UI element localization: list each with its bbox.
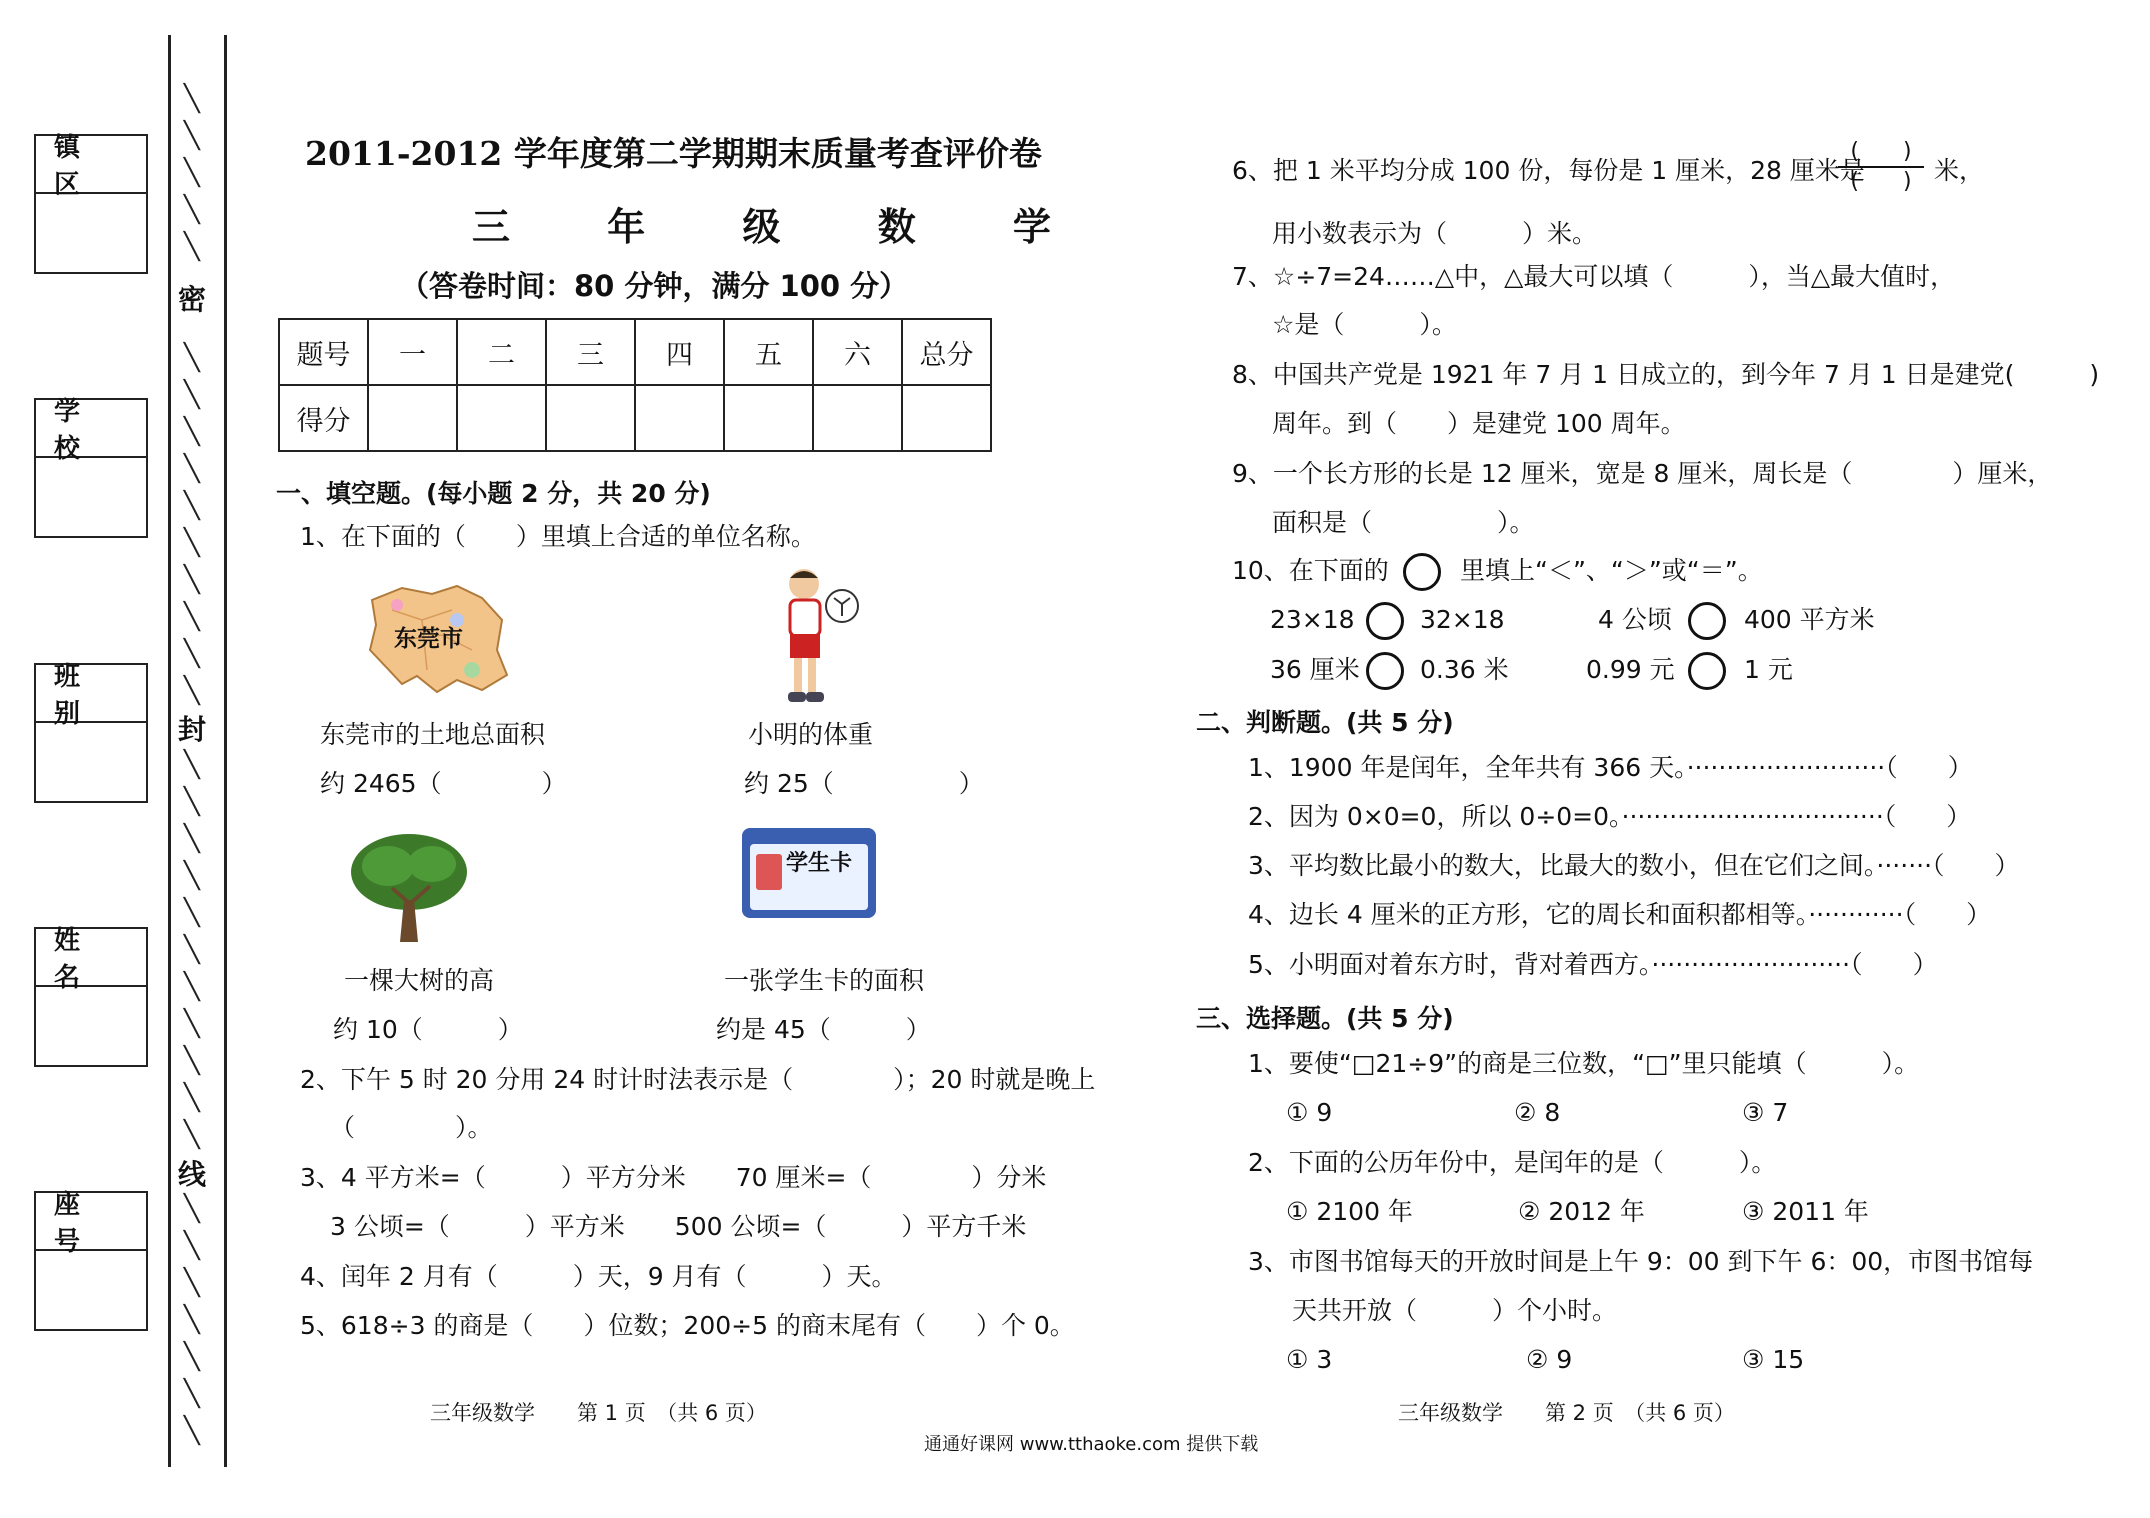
binding-dash: ╲ bbox=[184, 491, 200, 521]
binding-dash: ╲ bbox=[184, 1194, 200, 1224]
compare-circle-example bbox=[1403, 553, 1441, 591]
field-box-seat bbox=[34, 1191, 148, 1331]
fraction-denominator: ( ) bbox=[1850, 169, 1912, 194]
binding-dash: ╲ bbox=[184, 343, 200, 373]
binding-dash: ╲ bbox=[184, 454, 200, 484]
question-10: 10、在下面的 bbox=[1232, 556, 1389, 585]
field-label: 姓 名 bbox=[36, 929, 146, 987]
binding-dash: ╲ bbox=[184, 824, 200, 854]
binding-dash: ╲ bbox=[184, 1120, 200, 1150]
score-cell[interactable] bbox=[546, 385, 635, 451]
score-table bbox=[278, 318, 992, 452]
choice-option[interactable]: ③ 7 bbox=[1742, 1098, 1789, 1127]
score-cell[interactable] bbox=[724, 385, 813, 451]
question-6-unit: 米， bbox=[1934, 156, 1985, 185]
tree-icon bbox=[348, 830, 470, 946]
field-box-school bbox=[34, 398, 148, 538]
pic-caption: 一张学生卡的面积 bbox=[724, 966, 925, 995]
pic-answer: 约 10（ ） bbox=[333, 1015, 523, 1044]
seal-char: 封 bbox=[178, 713, 207, 746]
choice-question-3: 3、市图书馆每天的开放时间是上午 9：00 到下午 6：00，市图书馆每 bbox=[1248, 1247, 2034, 1276]
field-box-town bbox=[34, 134, 148, 274]
binding-dash: ╲ bbox=[184, 528, 200, 558]
score-row-label: 得分 bbox=[279, 385, 368, 451]
question-3: 3、4 平方米=（ ）平方分米 70 厘米=（ ）分米 bbox=[300, 1163, 1047, 1192]
binding-dash: ╲ bbox=[184, 380, 200, 410]
choice-option[interactable]: ① 9 bbox=[1286, 1098, 1333, 1127]
binding-dash: ╲ bbox=[184, 787, 200, 817]
pic-answer: 约 25（ ） bbox=[744, 769, 984, 798]
tree-image bbox=[348, 830, 470, 946]
page-footer-2: 三年级数学 第 2 页 （共 6 页） bbox=[1398, 1401, 1735, 1425]
field-label: 学 校 bbox=[36, 400, 146, 458]
field-label: 镇 区 bbox=[36, 136, 146, 194]
binding-dash: ╲ bbox=[184, 639, 200, 669]
question-1: 1、在下面的（ ）里填上合适的单位名称。 bbox=[300, 522, 816, 551]
map-label: 东莞市 bbox=[394, 626, 463, 652]
binding-dash: ╲ bbox=[184, 84, 200, 114]
choice-option[interactable]: ① 2100 年 bbox=[1286, 1197, 1413, 1226]
card-label: 学生卡 bbox=[786, 851, 853, 876]
binding-dash: ╲ bbox=[184, 417, 200, 447]
score-header-cell: 三 bbox=[546, 319, 635, 385]
score-header-cell: 总分 bbox=[902, 319, 991, 385]
compare-circle[interactable] bbox=[1688, 652, 1726, 690]
score-cell[interactable] bbox=[368, 385, 457, 451]
field-box-name bbox=[34, 927, 148, 1067]
fraction-bar bbox=[1838, 166, 1924, 168]
judge-item: 2、因为 0×0=0，所以 0÷0=0。·································（ ） bbox=[1248, 802, 1972, 831]
binding-dash: ╲ bbox=[184, 1231, 200, 1261]
score-cell[interactable] bbox=[902, 385, 991, 451]
compare-right: 0.36 米 bbox=[1420, 655, 1509, 684]
compare-left: 4 公顷 bbox=[1598, 605, 1672, 634]
fraction-blank bbox=[1838, 140, 1924, 194]
question-6: 6、把 1 米平均分成 100 份，每份是 1 厘米，28 厘米是 bbox=[1232, 156, 1865, 185]
section-heading-fill: 一、填空题。(每小题 2 分，共 20 分) bbox=[276, 479, 711, 508]
score-row bbox=[279, 385, 991, 451]
compare-right: 400 平方米 bbox=[1744, 605, 1875, 634]
boy-with-ball-icon bbox=[774, 564, 860, 710]
seal-char: 线 bbox=[178, 1158, 207, 1191]
binding-dash: ╲ bbox=[184, 602, 200, 632]
choice-question-1: 1、要使“□21÷9”的商是三位数，“□”里只能填（ ）。 bbox=[1248, 1049, 1920, 1078]
choice-option[interactable]: ② 2012 年 bbox=[1518, 1197, 1645, 1226]
binding-dash: ╲ bbox=[184, 232, 200, 262]
compare-right: 1 元 bbox=[1744, 655, 1793, 684]
score-header-cell: 四 bbox=[635, 319, 724, 385]
binding-dash: ╲ bbox=[184, 935, 200, 965]
binding-dash: ╲ bbox=[184, 195, 200, 225]
question-3-cont: 3 公顷=（ ）平方米 500 公顷=（ ）平方千米 bbox=[330, 1212, 1027, 1241]
binding-dash: ╲ bbox=[184, 1416, 200, 1446]
section-heading-choice: 三、选择题。(共 5 分) bbox=[1196, 1004, 1454, 1033]
credit-line: 通通好课网 www.tthaoke.com 提供下载 bbox=[924, 1434, 1259, 1455]
score-cell[interactable] bbox=[457, 385, 546, 451]
question-9: 9、一个长方形的长是 12 厘米，宽是 8 厘米，周长是（ ）厘米， bbox=[1232, 459, 2053, 488]
field-label: 班 别 bbox=[36, 665, 146, 723]
pic-caption: 一棵大树的高 bbox=[344, 966, 495, 995]
binding-line-right bbox=[224, 35, 227, 1467]
binding-dash: ╲ bbox=[184, 1379, 200, 1409]
score-header-cell: 六 bbox=[813, 319, 902, 385]
choice-question-2: 2、下面的公历年份中，是闰年的是（ ）。 bbox=[1248, 1148, 1777, 1177]
judge-item: 5、小明面对着东方时，背对着西方。·························（ ） bbox=[1248, 950, 1938, 979]
pic-answer: 约是 45（ ） bbox=[716, 1015, 931, 1044]
binding-dash: ╲ bbox=[184, 1268, 200, 1298]
question-2: 2、下午 5 时 20 分用 24 时计时法表示是（ ）；20 时就是晚上 bbox=[300, 1065, 1096, 1094]
compare-circle[interactable] bbox=[1366, 602, 1404, 640]
question-4: 4、闰年 2 月有（ ）天，9 月有（ ）天。 bbox=[300, 1262, 897, 1291]
compare-left: 0.99 元 bbox=[1586, 655, 1675, 684]
page-footer-1: 三年级数学 第 1 页 （共 6 页） bbox=[430, 1401, 767, 1425]
question-9-cont: 面积是（ ）。 bbox=[1272, 508, 1535, 537]
binding-dash: ╲ bbox=[184, 121, 200, 151]
pic-caption: 东莞市的土地总面积 bbox=[320, 720, 546, 749]
judge-item: 4、边长 4 厘米的正方形，它的周长和面积都相等。············（ ） bbox=[1248, 900, 1992, 929]
question-8: 8、中国共产党是 1921 年 7 月 1 日成立的，到今年 7 月 1 日是建党( ) bbox=[1232, 360, 2100, 389]
exam-title: 2011-2012 学年度第二学期期末质量考查评价卷 bbox=[305, 134, 1042, 173]
dongguan-map-image bbox=[362, 580, 512, 698]
score-header-cell: 题号 bbox=[279, 319, 368, 385]
score-header-row bbox=[279, 319, 991, 385]
field-box-class bbox=[34, 663, 148, 803]
binding-dash: ╲ bbox=[184, 565, 200, 595]
exam-meta: （答卷时间：80 分钟，满分 100 分） bbox=[400, 269, 909, 303]
binding-dash: ╲ bbox=[184, 1342, 200, 1372]
question-8-cont: 周年。到（ ）是建党 100 周年。 bbox=[1272, 409, 1686, 438]
score-header-cell: 一 bbox=[368, 319, 457, 385]
compare-right: 32×18 bbox=[1420, 605, 1505, 634]
student-card-image bbox=[742, 828, 876, 918]
choice-option[interactable]: ② 8 bbox=[1514, 1098, 1561, 1127]
subject-title: 三 年 级 数 学 bbox=[472, 205, 1093, 249]
question-7: 7、☆÷7=24……△中，△最大可以填（ ），当△最大值时， bbox=[1232, 262, 1956, 291]
pic-answer: 约 2465（ ） bbox=[320, 769, 567, 798]
score-header-cell: 二 bbox=[457, 319, 546, 385]
choice-option[interactable]: ③ 15 bbox=[1742, 1345, 1805, 1374]
compare-circle[interactable] bbox=[1366, 652, 1404, 690]
compare-left: 36 厘米 bbox=[1270, 655, 1360, 684]
question-2-cont: （ ）。 bbox=[330, 1113, 493, 1142]
binding-dash: ╲ bbox=[184, 972, 200, 1002]
pic-caption: 小明的体重 bbox=[748, 720, 874, 749]
choice-option[interactable]: ① 3 bbox=[1286, 1345, 1333, 1374]
boy-image bbox=[774, 564, 860, 710]
question-6-cont: 用小数表示为（ ）米。 bbox=[1272, 219, 1598, 248]
binding-dash: ╲ bbox=[184, 1083, 200, 1113]
binding-dash: ╲ bbox=[184, 1305, 200, 1335]
binding-dash: ╲ bbox=[184, 750, 200, 780]
field-label: 座 号 bbox=[36, 1193, 146, 1251]
binding-dash: ╲ bbox=[184, 158, 200, 188]
choice-question-3-cont: 天共开放（ ）个小时。 bbox=[1292, 1296, 1618, 1325]
section-heading-judge: 二、判断题。(共 5 分) bbox=[1196, 708, 1454, 737]
seal-char: 密 bbox=[178, 283, 207, 316]
question-7-cont: ☆是（ ）。 bbox=[1272, 310, 1457, 339]
judge-item: 1、1900 年是闰年，全年共有 366 天。·························（ ） bbox=[1248, 753, 1973, 782]
binding-line-left bbox=[168, 35, 171, 1467]
card-photo-icon bbox=[756, 854, 782, 890]
question-5: 5、618÷3 的商是（ ）位数；200÷5 的商末尾有（ ）个 0。 bbox=[300, 1311, 1075, 1340]
question-10-cont: 里填上“＜”、“＞”或“＝”。 bbox=[1460, 556, 1763, 585]
score-cell[interactable] bbox=[635, 385, 724, 451]
choice-option[interactable]: ③ 2011 年 bbox=[1742, 1197, 1869, 1226]
binding-dash: ╲ bbox=[184, 898, 200, 928]
binding-dash: ╲ bbox=[184, 1009, 200, 1039]
compare-circle[interactable] bbox=[1688, 602, 1726, 640]
compare-left: 23×18 bbox=[1270, 605, 1355, 634]
judge-item: 3、平均数比最小的数大，比最大的数小，但在它们之间。·······（ ） bbox=[1248, 851, 2020, 880]
binding-dash: ╲ bbox=[184, 861, 200, 891]
choice-option[interactable]: ② 9 bbox=[1526, 1345, 1573, 1374]
score-cell[interactable] bbox=[813, 385, 902, 451]
fraction-numerator: ( ) bbox=[1850, 139, 1912, 164]
score-header-cell: 五 bbox=[724, 319, 813, 385]
binding-dash: ╲ bbox=[184, 676, 200, 706]
binding-dash: ╲ bbox=[184, 1046, 200, 1076]
